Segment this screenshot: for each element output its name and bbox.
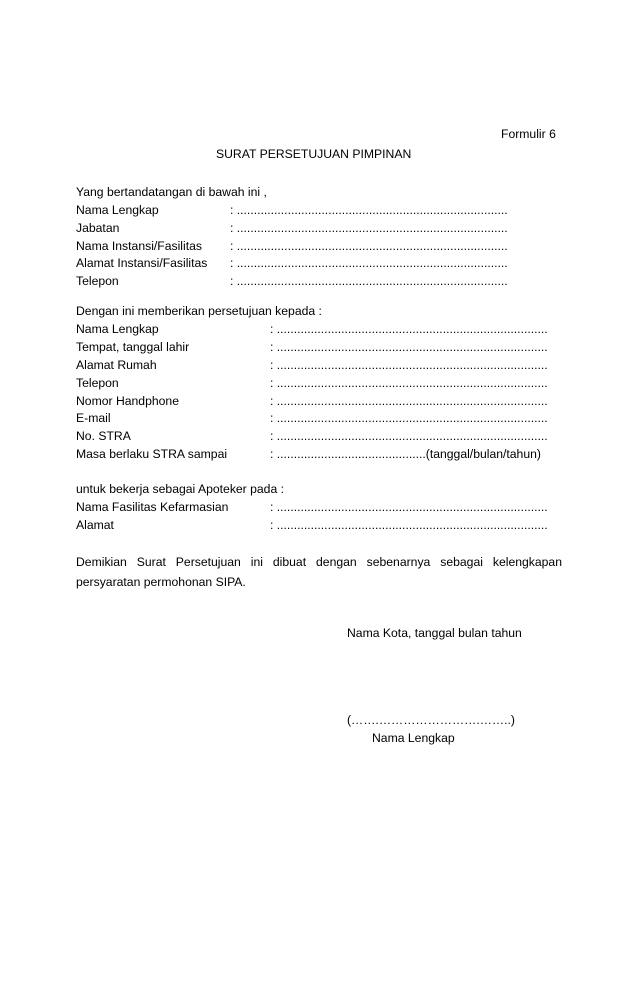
field-blank: : ................................................................................ <box>270 518 548 532</box>
field-blank: : ................................................................................ <box>270 429 548 443</box>
field-blank: : ................................................................................ <box>270 500 548 514</box>
field-label: E-mail <box>76 411 111 425</box>
field-label: Masa berlaku STRA sampai <box>76 447 228 461</box>
field-blank: : ................................................................................ <box>270 376 548 390</box>
field-label: Alamat Rumah <box>76 358 157 372</box>
field-blank: : ................................................................................ <box>270 358 548 372</box>
field-label: Nama Fasilitas Kefarmasian <box>76 500 229 514</box>
field-label: Tempat, tanggal lahir <box>76 340 190 354</box>
field-label: Nomor Handphone <box>76 394 179 408</box>
signature-placeholder: (…….…………………….……..) <box>347 713 515 727</box>
field-label: Alamat Instansi/Fasilitas <box>76 256 208 270</box>
form-number: Formulir 6 <box>501 127 556 141</box>
work-intro: untuk bekerja sebagai Apoteker pada : <box>76 482 285 496</box>
field-label: Jabatan <box>76 221 120 235</box>
field-label: Telepon <box>76 274 119 288</box>
field-label: Nama Lengkap <box>76 203 159 217</box>
field-blank: : ................................................................................ <box>270 411 548 425</box>
signature-name: Nama Lengkap <box>372 731 455 745</box>
field-blank: : ................................................................................ <box>270 394 548 408</box>
recipient-intro: Dengan ini memberikan persetujuan kepada : <box>76 304 322 318</box>
field-label: No. STRA <box>76 429 131 443</box>
field-blank: : ................................................................................ <box>230 274 508 288</box>
field-label: Telepon <box>76 376 119 390</box>
field-blank: : ................................................................................ <box>230 239 508 253</box>
field-blank: : ................................................................................ <box>270 340 548 354</box>
place-date: Nama Kota, tanggal bulan tahun <box>347 626 522 640</box>
field-blank: : ............................................(tanggal/bulan/tahun) <box>270 447 541 461</box>
field-blank: : ................................................................................ <box>230 256 508 270</box>
field-label: Nama Instansi/Fasilitas <box>76 239 202 253</box>
closing-paragraph: Demikian Surat Persetujuan ini dibuat dengan sebenarnya sebagai kelengkapan persyaratan permohonan SIPA. <box>76 555 562 589</box>
field-blank: : ................................................................................ <box>270 322 548 336</box>
signer-intro: Yang bertandatangan di bawah ini , <box>76 185 267 199</box>
field-blank: : ................................................................................ <box>230 221 508 235</box>
document-title: SURAT PERSETUJUAN PIMPINAN <box>216 147 412 161</box>
field-label: Alamat <box>76 518 114 532</box>
field-blank: : ................................................................................ <box>230 203 508 217</box>
field-label: Nama Lengkap <box>76 322 159 336</box>
